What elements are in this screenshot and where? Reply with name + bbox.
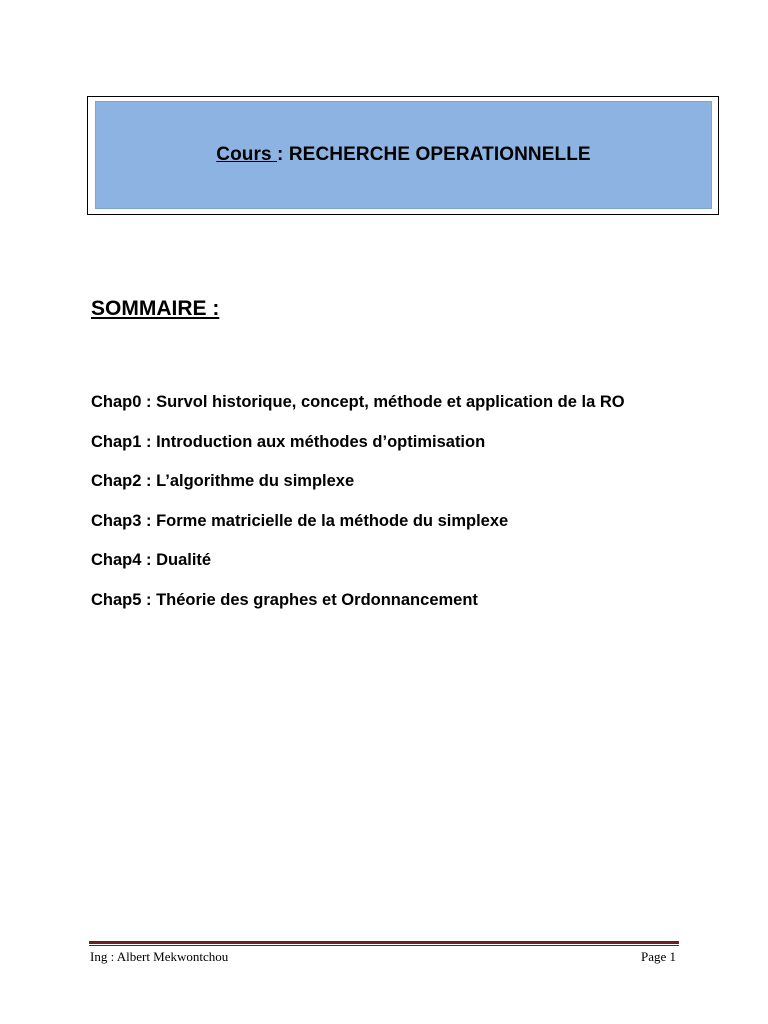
- footer-rule: [89, 941, 679, 947]
- title-subject: RECHERCHE OPERATIONNELLE: [288, 144, 591, 165]
- toc-item-chap3: Chap3 : Forme matricielle de la méthode du simplexe: [91, 511, 509, 530]
- toc-item-chap5: Chap5 : Théorie des graphes et Ordonnancement: [91, 590, 478, 609]
- title-box: [95, 101, 712, 209]
- table-of-contents: [91, 390, 625, 627]
- document-title: [216, 144, 590, 166]
- title-label: Cours: [216, 144, 278, 165]
- footer-rule-thick: [89, 941, 679, 944]
- footer-page-number: Page 1: [640, 949, 676, 964]
- toc-item-chap1: Chap1 : Introduction aux méthodes d’optimisation: [91, 432, 486, 451]
- toc-item-chap2: Chap2 : L’algorithme du simplexe: [91, 472, 355, 490]
- toc-item-chap4: Chap4 : Dualité: [91, 551, 212, 569]
- summary-heading: SOMMAIRE :: [91, 297, 220, 320]
- toc-item-chap0: Chap0 : Survol historique, concept, méthode et application de la RO: [91, 393, 625, 411]
- footer-author: Ing : Albert Mekwontchou: [90, 949, 229, 964]
- title-separator: :: [277, 144, 289, 165]
- title-frame: [87, 96, 719, 215]
- footer-rule-thin: [89, 945, 679, 946]
